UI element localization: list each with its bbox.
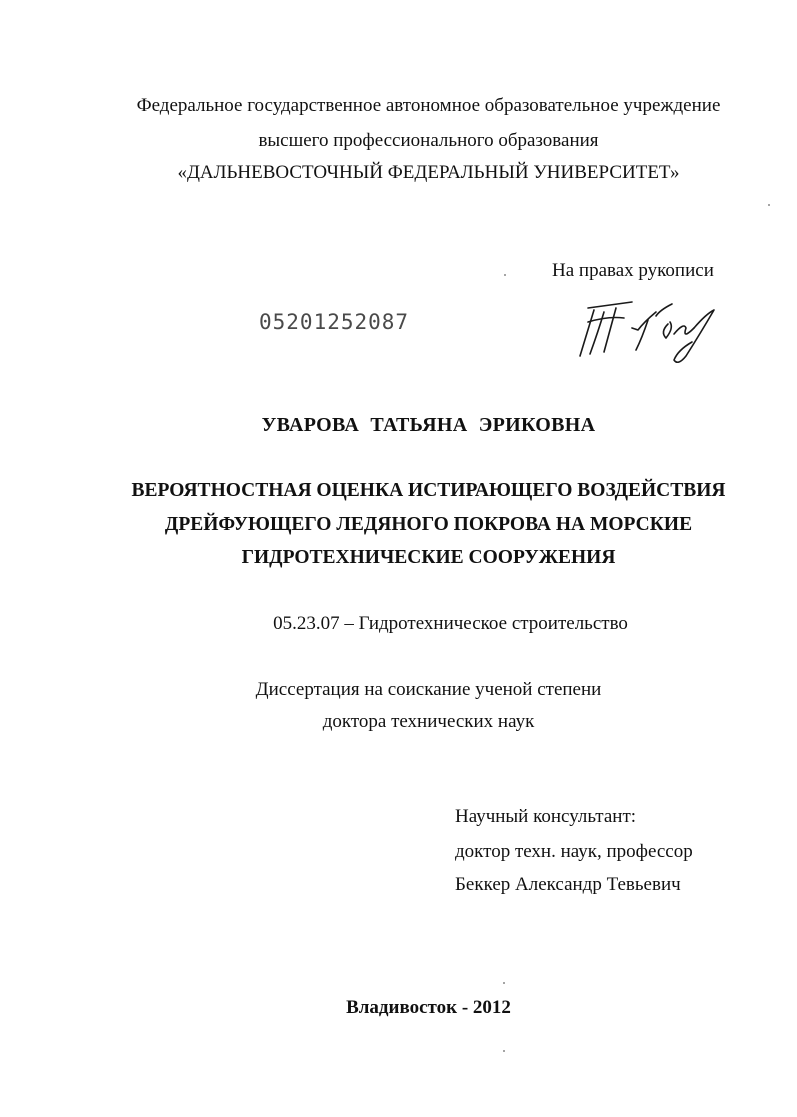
consultant-rank: доктор техн. наук, профессор <box>455 841 693 862</box>
manuscript-rights-note: На правах рукописи <box>552 260 714 281</box>
thesis-title-line-2: ДРЕЙФУЮЩЕГО ЛЕДЯНОГО ПОКРОВА НА МОРСКИЕ <box>164 514 693 535</box>
thesis-title-line-3: ГИДРОТЕХНИЧЕСКИЕ СООРУЖЕНИЯ <box>241 547 616 568</box>
degree-line-2: доктора технических наук <box>322 711 535 732</box>
registration-number: 05201252087 <box>259 310 410 334</box>
city-year: Владивосток - 2012 <box>346 997 511 1018</box>
scan-speck <box>504 274 506 276</box>
scan-speck <box>503 1050 505 1052</box>
scan-speck <box>768 204 770 206</box>
consultant-name: Беккер Александр Тевьевич <box>455 874 681 895</box>
institution-line-2: высшего профессионального образования <box>258 130 599 151</box>
consultant-label: Научный консультант: <box>455 806 637 827</box>
institution-line-3: «ДАЛЬНЕВОСТОЧНЫЙ ФЕДЕРАЛЬНЫЙ УНИВЕРСИТЕТ» <box>177 162 680 183</box>
specialty-code: 05.23.07 – Гидротехническое строительство <box>273 613 628 634</box>
degree-line-1: Диссертация на соискание ученой степени <box>255 679 602 700</box>
author-name: УВАРОВА ТАТЬЯНА ЭРИКОВНА <box>261 414 596 436</box>
thesis-title-line-1: ВЕРОЯТНОСТНАЯ ОЦЕНКА ИСТИРАЮЩЕГО ВОЗДЕЙСТВИЯ <box>131 480 726 501</box>
scan-speck <box>503 982 505 984</box>
handwritten-signature <box>574 298 724 368</box>
institution-line-1: Федеральное государственное автономное образовательное учреждение <box>136 95 721 116</box>
